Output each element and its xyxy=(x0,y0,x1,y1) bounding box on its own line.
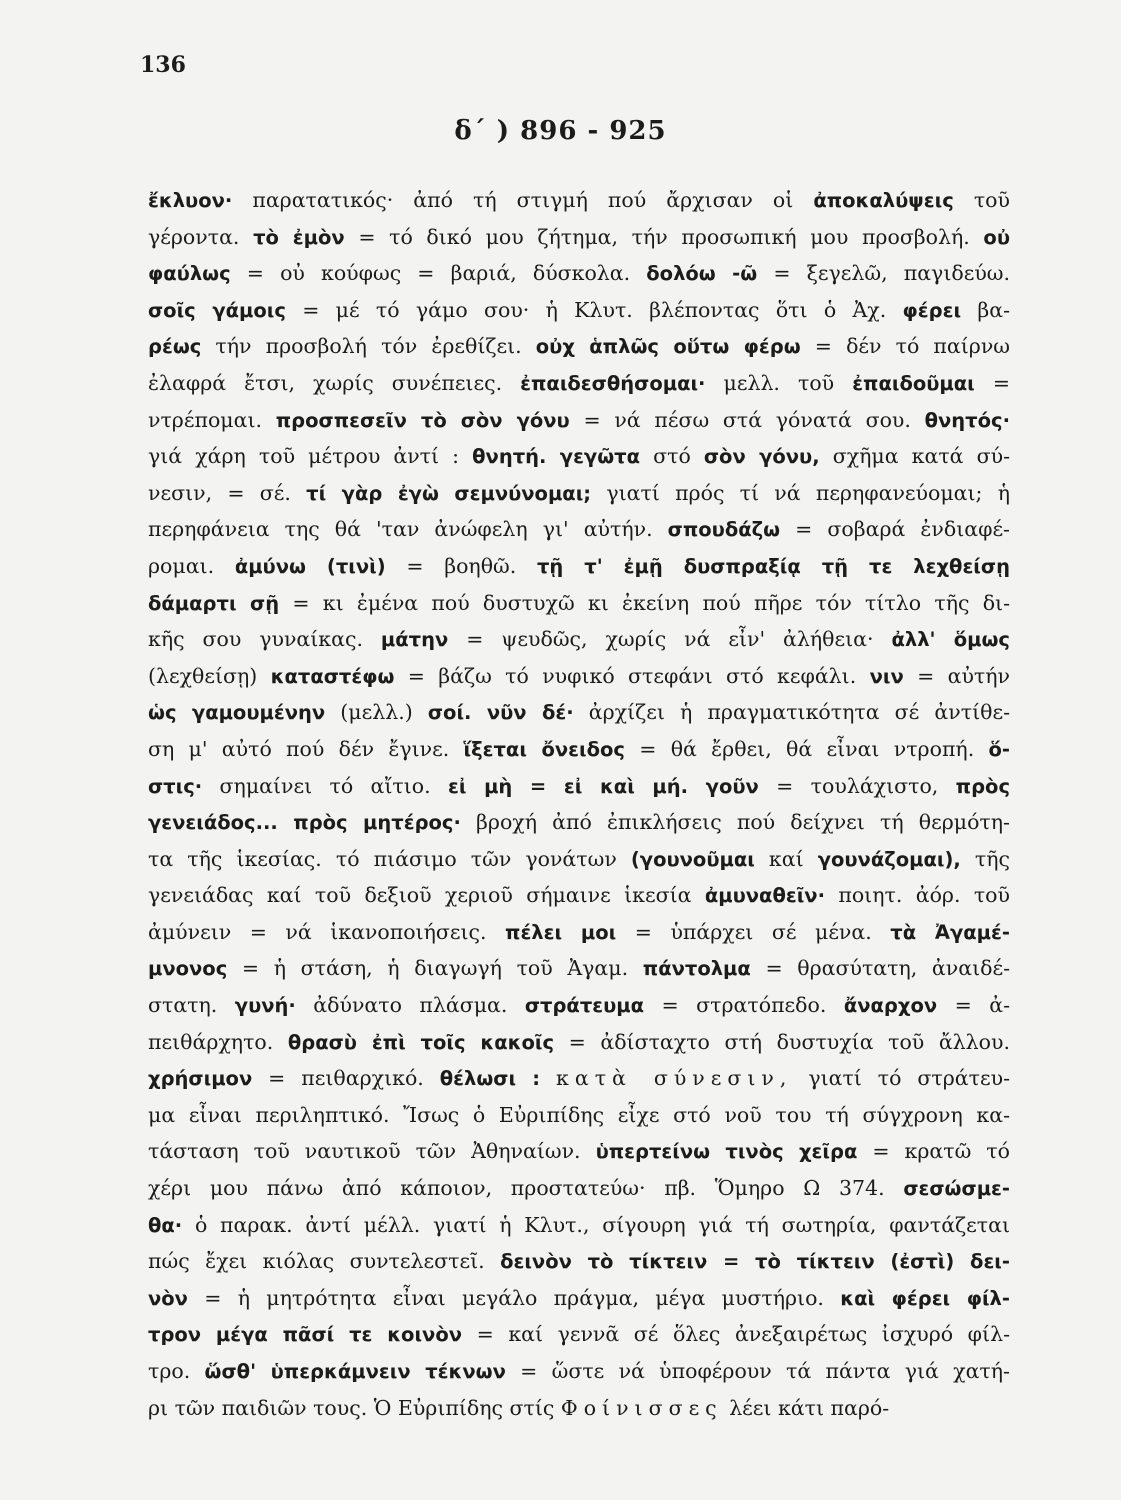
bold-lemma: θνητή. γεγῶτα xyxy=(472,445,641,469)
bold-lemma: τῇ τ' ἐμῇ δυσπραξίᾳ τῇ τε λεχθείσῃ xyxy=(536,554,1010,578)
bold-lemma: τί γὰρ ἐγὼ σεμνύνομαι; xyxy=(306,481,592,505)
bold-lemma: ὅ- xyxy=(988,737,1010,761)
bold-lemma: θέλωσι : xyxy=(439,1067,541,1091)
bold-lemma: εἰ μὴ = εἰ καὶ μή. γοῦν xyxy=(448,774,759,798)
gloss-text: μελλ. τοῦ xyxy=(705,370,853,395)
gloss-text: νεσιν, = σέ. xyxy=(148,480,307,505)
bold-lemma: (γουνοῦμαι xyxy=(630,847,755,871)
gloss-text: = ψευδῶς, χωρίς νά εἶν' ἀλήθεια· xyxy=(448,627,892,652)
gloss-text: = ἀ- xyxy=(937,993,1010,1018)
text-line xyxy=(148,841,1010,878)
gloss-text: = θά ἔρθει, θά εἶναι ντροπή. xyxy=(624,736,989,761)
bold-lemma: φέρει xyxy=(902,298,962,322)
bold-lemma: σεσώσμε- xyxy=(903,1177,1010,1201)
text-line xyxy=(148,950,1010,987)
text-line xyxy=(148,768,1010,805)
gloss-text: στατη. xyxy=(148,993,235,1018)
gloss-text: (μελλ.) xyxy=(325,700,428,725)
gloss-text: = τουλάχιστο, xyxy=(758,773,956,798)
gloss-text: τα τῆς ἱκεσίας. τό πιάσιμο τῶν γονάτων xyxy=(148,846,631,871)
gloss-text: ποιητ. ἀόρ. τοῦ xyxy=(825,883,1010,908)
bold-lemma: στις· xyxy=(148,774,203,798)
bold-lemma: ἔκλυον· xyxy=(148,189,233,212)
gloss-text: = βάζω τό νυφικό στεφάνι στό κεφάλι. xyxy=(394,663,870,688)
gloss-text: τρο. xyxy=(148,1359,205,1383)
gloss-text: γιατί πρός τί νά περηφανεύομαι; ἡ xyxy=(591,480,1010,505)
bold-lemma: ὥσθ' ὑπερκάμνειν τέκνων xyxy=(204,1360,506,1383)
commentary-body xyxy=(148,182,1010,1426)
gloss-text: = ἀδίσταχτο στή δυστυχία τοῦ ἄλλου. xyxy=(554,1029,1010,1054)
text-line xyxy=(148,292,1010,329)
spaced-term: Φοίνισσες xyxy=(560,1395,723,1420)
text-line xyxy=(148,694,1010,731)
text-line xyxy=(148,1060,1010,1097)
gloss-text: περηφάνεια της θά 'ταν ἀνώφελη γι' αὐτήν. xyxy=(148,517,668,542)
gloss-text: καί xyxy=(754,846,818,871)
text-line xyxy=(148,548,1010,585)
bold-lemma: μάτην xyxy=(380,628,449,652)
page-number: 136 xyxy=(140,52,186,78)
bold-lemma: νὸν xyxy=(148,1286,188,1310)
gloss-text: γενειάδας καί τοῦ δεξιοῦ χεριοῦ σήμαινε ἱκεσία xyxy=(148,883,705,908)
gloss-text: = βοηθῶ. xyxy=(385,553,537,578)
text-line xyxy=(148,511,1010,548)
bold-lemma: ἀμύνω (τινὶ) xyxy=(234,554,386,578)
text-line xyxy=(148,621,1010,658)
gloss-text: βροχή ἀπό ἐπικλήσεις πού δείχνει τή θερμότη- xyxy=(460,810,1010,835)
text-line xyxy=(148,1243,1010,1280)
gloss-text: ντρέπομαι. xyxy=(148,407,276,432)
gloss-text: χέρι μου πάνω ἀπό κάποιον, προστατεύω· πβ. Ὅμηρο Ω 374. xyxy=(148,1176,904,1201)
bold-lemma: στράτευμα xyxy=(524,994,645,1018)
bold-lemma: καταστέφω xyxy=(270,664,395,688)
bold-lemma: γενειάδος... πρὸς μητέρος· xyxy=(148,811,461,835)
text-line xyxy=(148,1133,1010,1170)
bold-lemma: σοῖς γάμοις xyxy=(148,298,286,322)
gloss-text: πώς ἔχει κιόλας συντελεστεῖ. xyxy=(148,1249,501,1274)
text-line xyxy=(148,1353,1010,1390)
bold-lemma: καὶ φέρει φίλ- xyxy=(840,1286,1010,1310)
gloss-text: = ὑπάρχει σέ μένα. xyxy=(616,919,891,944)
text-line xyxy=(148,219,1010,256)
gloss-text: κῆς σου γυναίκας. xyxy=(148,627,381,652)
bold-lemma: πρὸς xyxy=(955,774,1010,798)
gloss-text xyxy=(540,1066,556,1090)
gloss-text: = xyxy=(974,370,1010,395)
bold-lemma: ρέως xyxy=(148,335,202,359)
bold-lemma: τὸ ἐμὸν xyxy=(253,225,345,249)
text-line xyxy=(148,731,1010,768)
gloss-text: βα- xyxy=(961,297,1010,322)
gloss-text: στό xyxy=(640,444,704,469)
bold-lemma: μνονος xyxy=(148,957,228,981)
section-heading: δ΄ ) 896 - 925 xyxy=(454,116,667,146)
gloss-text: ρομαι. xyxy=(148,553,235,578)
bold-lemma: θνητός· xyxy=(924,408,1010,432)
text-line xyxy=(148,438,1010,475)
gloss-text: = ξεγελῶ, παγιδεύω. xyxy=(757,261,1010,286)
text-line xyxy=(148,585,1010,622)
gloss-text: = κι ἐμένα πού δυστυχῶ κι ἐκείνη πού πῆρε τόν τίτλο τῆς δι- xyxy=(279,590,1010,615)
gloss-text: ἀδύνατο πλάσμα. xyxy=(295,993,525,1018)
bold-lemma: χρήσιμον xyxy=(148,1067,253,1091)
text-line xyxy=(148,1024,1010,1061)
gloss-text: = πειθαρχικό. xyxy=(252,1066,440,1091)
gloss-text: ἀμύνειν = νά ἱκανοποιήσεις. xyxy=(148,919,506,944)
bold-lemma: δολόω -ῶ xyxy=(646,262,758,286)
bold-lemma: ἀλλ' ὅμως xyxy=(891,628,1010,652)
text-line xyxy=(148,365,1010,402)
bold-lemma: ἵξεται ὄνειδος xyxy=(463,737,625,761)
bold-lemma: πάντολμα xyxy=(642,957,751,981)
bold-lemma: φαύλως xyxy=(148,262,231,286)
gloss-text: = μέ τό γάμο σου· ἡ Κλυτ. βλέποντας ὅτι ὁ Ἀχ. xyxy=(285,297,903,322)
text-line xyxy=(148,255,1010,292)
gloss-text: = καί γεννᾶ σέ ὅλες ἀνεξαιρέτως ἰσχυρό φίλ- xyxy=(462,1322,1010,1347)
text-line xyxy=(148,1316,1010,1353)
text-line xyxy=(148,475,1010,512)
gloss-text: ὁ παρακ. ἀντί μέλλ. γιατί ἡ Κλυτ., σίγουρη γιά τή σωτηρία, φαντάζεται xyxy=(182,1212,1010,1237)
gloss-text: = νά πέσω στά γόνατά σου. xyxy=(569,407,925,432)
bold-lemma: δεινὸν τὸ τίκτειν = τὸ τίκτειν (ἐστὶ) δει- xyxy=(500,1250,1010,1274)
bold-lemma: ὑπερτείνω τινὸς χεῖρα xyxy=(595,1140,858,1164)
gloss-text: ἀρχίζει ἡ πραγματικότητα σέ ἀντίθε- xyxy=(573,700,1010,725)
gloss-text: γέροντα. xyxy=(148,224,254,249)
bold-lemma: νιν xyxy=(869,664,904,688)
gloss-text: = στρατόπεδο. xyxy=(644,993,844,1018)
gloss-text: = ἡ μητρότητα εἶναι μεγάλο πράγμα, μέγα μυστήριο. xyxy=(187,1285,841,1310)
bold-lemma: γυνή· xyxy=(234,994,296,1018)
bold-lemma: οὐ xyxy=(983,225,1010,249)
bold-lemma: γουνάζομαι), xyxy=(817,847,961,871)
gloss-text: σχῆμα κατά σύ- xyxy=(819,444,1010,469)
gloss-text: τοῦ xyxy=(953,188,1010,212)
bold-lemma: ὡς γαμουμένην xyxy=(148,701,326,725)
gloss-text: παρατατικός· ἀπό τή στιγμή πού ἄρχισαν οἱ xyxy=(232,188,814,212)
gloss-text: = σοβαρά ἐνδιαφέ- xyxy=(780,517,1010,542)
gloss-text: ση μ' αὐτό πού δέν ἔγινε. xyxy=(148,736,464,761)
gloss-text: = ἡ στάση, ἡ διαγωγή τοῦ Ἀγαμ. xyxy=(227,956,643,981)
text-line xyxy=(148,328,1010,365)
text-line xyxy=(148,1390,1010,1427)
gloss-text: τάσταση τοῦ ναυτικοῦ τῶν Ἀθηναίων. xyxy=(148,1139,596,1164)
gloss-text: ρι τῶν παιδιῶν τους. Ὁ Εὐριπίδης στίς xyxy=(148,1395,561,1420)
bold-lemma: ἐπαιδοῦμαι xyxy=(852,371,975,395)
text-line xyxy=(148,877,1010,914)
gloss-text: μα εἶναι περιληπτικό. Ἴσως ὁ Εὐριπίδης εἶχε στό νοῦ του τή σύγχρονη κα- xyxy=(148,1102,1010,1127)
text-line xyxy=(148,914,1010,951)
text-line xyxy=(148,1207,1010,1244)
spaced-term: κατὰ σύνεσιν, xyxy=(556,1066,793,1091)
gloss-text: = δέν τό παίρνω xyxy=(800,334,1010,359)
text-line xyxy=(148,402,1010,439)
gloss-text: σημαίνει τό αἴτιο. xyxy=(202,773,448,798)
gloss-text: = κρατῶ τό xyxy=(857,1139,1010,1164)
bold-lemma: πέλει μοι xyxy=(505,920,617,944)
text-line xyxy=(148,182,1010,219)
bold-lemma: οὐχ ἁπλῶς οὕτω φέρω xyxy=(535,335,801,359)
gloss-text: τήν προσβολή τόν ἐρεθίζει. xyxy=(201,334,536,359)
bold-lemma: θα· xyxy=(148,1213,183,1237)
bold-lemma: τρον μέγα πᾶσί τε κοινὸν xyxy=(148,1323,463,1347)
bold-lemma: σπουδάζω xyxy=(667,518,781,542)
text-line xyxy=(148,1097,1010,1134)
text-line xyxy=(148,658,1010,695)
text-line xyxy=(148,804,1010,841)
bold-lemma: θρασὺ ἐπὶ τοῖς κακοῖς xyxy=(287,1030,555,1054)
bold-lemma: ἄναρχον xyxy=(843,994,938,1018)
gloss-text: λέει κάτι παρό- xyxy=(722,1395,890,1420)
bold-lemma: τὰ Ἀγαμέ- xyxy=(890,920,1010,944)
bold-lemma: δάμαρτι σῇ xyxy=(148,591,280,615)
text-line xyxy=(148,987,1010,1024)
text-line xyxy=(148,1170,1010,1207)
bold-lemma: ἀποκαλύψεις xyxy=(813,189,954,212)
bold-lemma: ἀμυναθεῖν· xyxy=(704,884,825,908)
gloss-text: (λεχθείσῃ) xyxy=(148,663,271,688)
bold-lemma: ἐπαιδεσθήσομαι· xyxy=(520,371,706,395)
gloss-text: γιατί τό στράτευ- xyxy=(792,1066,1010,1091)
bold-lemma: σοί. νῦν δέ· xyxy=(427,701,574,725)
gloss-text: = τό δικό μου ζήτημα, τήν προσωπική μου προσβολή. xyxy=(344,224,984,249)
bold-lemma: προσπεσεῖν τὸ σὸν γόνυ xyxy=(275,408,570,432)
gloss-text: = θρασύτατη, ἀναιδέ- xyxy=(750,956,1010,981)
gloss-text: γιά χάρη τοῦ μέτρου ἀντί : xyxy=(148,444,473,469)
gloss-text: τῆς xyxy=(960,846,1010,871)
gloss-text: = οὐ κούφως = βαριά, δύσκολα. xyxy=(230,261,647,286)
text-line xyxy=(148,1280,1010,1317)
gloss-text: = ὥστε νά ὑποφέρουν τά πάντα γιά χατή- xyxy=(505,1359,1010,1383)
gloss-text: = αὐτήν xyxy=(903,663,1010,688)
bold-lemma: σὸν γόνυ, xyxy=(703,445,820,469)
gloss-text: πειθάρχητο. xyxy=(148,1029,288,1054)
gloss-text: ἐλαφρά ἔτσι, χωρίς συνέπειες. xyxy=(148,370,521,395)
